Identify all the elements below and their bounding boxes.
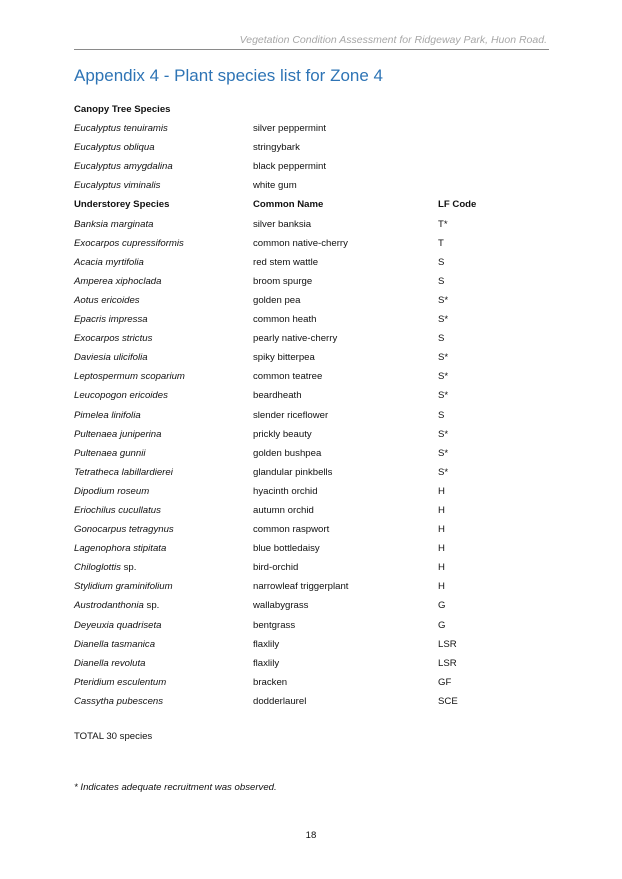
- table-row: [74, 215, 554, 234]
- common-name: common teatree: [253, 371, 323, 383]
- scientific-name: [74, 425, 161, 444]
- section-title: [74, 195, 169, 214]
- lf-code: S*: [438, 314, 449, 326]
- common-name: bracken: [253, 676, 288, 688]
- table-row: [74, 425, 554, 444]
- scientific-name: [74, 386, 168, 405]
- lf-code: H: [438, 485, 445, 497]
- common-name: glandular pinkbells: [253, 466, 333, 478]
- scientific-name-text: Dipodium roseum: [74, 485, 150, 497]
- scientific-name: [74, 119, 168, 138]
- common-name: narrowleaf triggerplant: [253, 581, 349, 593]
- scientific-name-text: Eriochilus cucullatus: [74, 504, 161, 516]
- scientific-name-text: Pultenaea gunnii: [74, 447, 146, 459]
- common-name: pearly native-cherry: [253, 333, 338, 345]
- table-row: [74, 176, 554, 195]
- running-header-text: Vegetation Condition Assessment for Ridgeway Park, Huon Road.: [239, 34, 547, 46]
- table-row: [74, 367, 554, 386]
- table-row: [74, 520, 554, 539]
- lf-code: GF: [438, 676, 452, 688]
- scientific-name-text: Banksia marginata: [74, 218, 154, 230]
- common-name: stringybark: [253, 142, 300, 154]
- running-header: [74, 34, 549, 50]
- scientific-name-text: Pteridium esculentum: [74, 676, 167, 688]
- lf-code: LSR: [438, 657, 457, 669]
- table-row: [74, 635, 554, 654]
- table-row: [74, 310, 554, 329]
- table-section-header: [74, 100, 554, 119]
- common-name: white gum: [253, 180, 297, 192]
- scientific-name-text: Eucalyptus tenuiramis: [74, 123, 168, 135]
- table-row: [74, 692, 554, 711]
- scientific-name-text: Canopy Tree Species: [74, 104, 171, 115]
- scientific-name: [74, 558, 136, 577]
- scientific-name: [74, 501, 161, 520]
- table-row: [74, 539, 554, 558]
- table-row: [74, 596, 554, 615]
- table-row: [74, 272, 554, 291]
- lf-code: S: [438, 256, 445, 268]
- table-row: [74, 119, 554, 138]
- lf-code: G: [438, 600, 446, 612]
- common-name: spiky bitterpea: [253, 352, 315, 364]
- common-name: slender riceflower: [253, 409, 329, 421]
- scientific-name-text: Dianella tasmanica: [74, 638, 156, 650]
- table-row: [74, 616, 554, 635]
- scientific-name: [74, 215, 153, 234]
- lf-code: S*: [438, 466, 449, 478]
- scientific-name: [74, 234, 184, 253]
- scientific-name-text: Austrodanthonia: [74, 600, 144, 612]
- scientific-name-text: Deyeuxia quadriseta: [74, 619, 162, 631]
- lf-code: S*: [438, 352, 449, 364]
- lf-code: S: [438, 409, 445, 421]
- common-name: dodderlaurel: [253, 695, 307, 707]
- common-name: flaxlily: [253, 638, 280, 650]
- common-name: silver banksia: [253, 218, 312, 230]
- scientific-name: [74, 463, 173, 482]
- lf-code: S: [438, 333, 445, 345]
- scientific-name-text: Exocarpos strictus: [74, 333, 153, 345]
- common-name: bentgrass: [253, 619, 296, 631]
- section-title: [74, 100, 171, 119]
- scientific-name-text: Eucalyptus obliqua: [74, 142, 155, 154]
- scientific-name: [74, 539, 166, 558]
- common-name: common heath: [253, 314, 317, 326]
- scientific-name: [74, 596, 159, 615]
- lf-code: H: [438, 524, 445, 536]
- scientific-name: [74, 444, 145, 463]
- table-row: [74, 654, 554, 673]
- scientific-name: [74, 692, 163, 711]
- common-name: bird-orchid: [253, 562, 299, 574]
- scientific-name: [74, 348, 148, 367]
- common-name: common native-cherry: [253, 237, 348, 249]
- scientific-name: [74, 654, 145, 673]
- lf-code: H: [438, 543, 445, 555]
- scientific-name: [74, 253, 144, 272]
- scientific-name: [74, 157, 173, 176]
- table-row: [74, 558, 554, 577]
- lf-code: S*: [438, 447, 449, 459]
- table-row: [74, 482, 554, 501]
- scientific-name-text: Leucopogon ericoides: [74, 390, 168, 402]
- scientific-name: [74, 406, 141, 425]
- scientific-name-text: Dianella revoluta: [74, 657, 146, 669]
- scientific-name-text: Stylidium graminifolium: [74, 581, 173, 593]
- lf-code: S*: [438, 390, 449, 402]
- common-name: beardheath: [253, 390, 302, 402]
- lf-code: H: [438, 504, 445, 516]
- scientific-name: [74, 520, 174, 539]
- common-name: broom spurge: [253, 275, 313, 287]
- scientific-name-text: Epacris impressa: [74, 314, 148, 326]
- scientific-name: [74, 673, 166, 692]
- footnote: * Indicates adequate recruitment was observed.: [74, 782, 277, 793]
- lf-code: T: [438, 237, 444, 249]
- page-title: Appendix 4 - Plant species list for Zone 4: [74, 66, 383, 85]
- scientific-name-text: Understorey Species: [74, 199, 170, 211]
- lf-code: T*: [438, 218, 448, 230]
- name-suffix: sp.: [120, 562, 137, 574]
- scientific-name: [74, 329, 152, 348]
- table-row: [74, 348, 554, 367]
- page-number: 18: [305, 830, 317, 841]
- common-name: common raspwort: [253, 524, 330, 536]
- table-row: [74, 329, 554, 348]
- table-row: [74, 577, 554, 596]
- common-name: prickly beauty: [253, 428, 312, 440]
- scientific-name-text: Acacia myrtifolia: [74, 256, 144, 268]
- scientific-name-text: Eucalyptus viminalis: [74, 180, 161, 192]
- table-row: [74, 501, 554, 520]
- scientific-name: [74, 138, 155, 157]
- scientific-name: [74, 577, 173, 596]
- lf-code: S: [438, 275, 445, 287]
- scientific-name-text: Daviesia ulicifolia: [74, 352, 148, 364]
- lf-code: H: [438, 581, 445, 593]
- table-row: [74, 291, 554, 310]
- scientific-name-text: Chiloglottis: [74, 562, 121, 574]
- scientific-name: [74, 482, 149, 501]
- column-header-common-name: Common Name: [253, 199, 324, 211]
- lf-code: S*: [438, 371, 449, 383]
- common-name: hyacinth orchid: [253, 485, 318, 497]
- table-row: [74, 444, 554, 463]
- lf-code: S*: [438, 428, 449, 440]
- scientific-name-text: Gonocarpus tetragynus: [74, 524, 174, 536]
- scientific-name-text: Eucalyptus amygdalina: [74, 161, 173, 173]
- common-name: silver peppermint: [253, 123, 327, 135]
- table-row: [74, 673, 554, 692]
- scientific-name: [74, 272, 161, 291]
- scientific-name: [74, 635, 155, 654]
- scientific-name-text: Cassytha pubescens: [74, 695, 164, 707]
- scientific-name-text: Leptospermum scoparium: [74, 371, 185, 383]
- table-section-header: [74, 195, 554, 214]
- total-species: TOTAL 30 species: [74, 731, 153, 742]
- scientific-name-text: Lagenophora stipitata: [74, 543, 167, 555]
- lf-code: SCE: [438, 695, 458, 707]
- table-row: [74, 157, 554, 176]
- common-name: golden bushpea: [253, 447, 322, 459]
- species-table: [74, 100, 554, 711]
- scientific-name-text: Pimelea linifolia: [74, 409, 141, 421]
- scientific-name-text: Pultenaea juniperina: [74, 428, 162, 440]
- scientific-name: [74, 367, 185, 386]
- table-row: [74, 463, 554, 482]
- lf-code: LSR: [438, 638, 457, 650]
- common-name: autumn orchid: [253, 504, 314, 516]
- column-header-lf-code: LF Code: [438, 199, 477, 211]
- table-row: [74, 138, 554, 157]
- common-name: flaxlily: [253, 657, 280, 669]
- table-row: [74, 386, 554, 405]
- common-name: golden pea: [253, 294, 301, 306]
- scientific-name: [74, 310, 148, 329]
- common-name: black peppermint: [253, 161, 327, 173]
- common-name: blue bottledaisy: [253, 543, 320, 555]
- lf-code: S*: [438, 294, 449, 306]
- scientific-name: [74, 291, 140, 310]
- lf-code: G: [438, 619, 446, 631]
- table-row: [74, 406, 554, 425]
- scientific-name-text: Amperea xiphoclada: [74, 275, 162, 287]
- name-suffix: sp.: [143, 600, 160, 612]
- scientific-name-text: Aotus ericoides: [74, 294, 140, 306]
- scientific-name: [74, 176, 160, 195]
- scientific-name-text: Exocarpos cupressiformis: [74, 237, 184, 249]
- common-name: red stem wattle: [253, 256, 319, 268]
- table-row: [74, 253, 554, 272]
- scientific-name: [74, 616, 161, 635]
- scientific-name-text: Tetratheca labillardierei: [74, 466, 173, 478]
- lf-code: H: [438, 562, 445, 574]
- common-name: wallabygrass: [253, 600, 309, 612]
- table-row: [74, 234, 554, 253]
